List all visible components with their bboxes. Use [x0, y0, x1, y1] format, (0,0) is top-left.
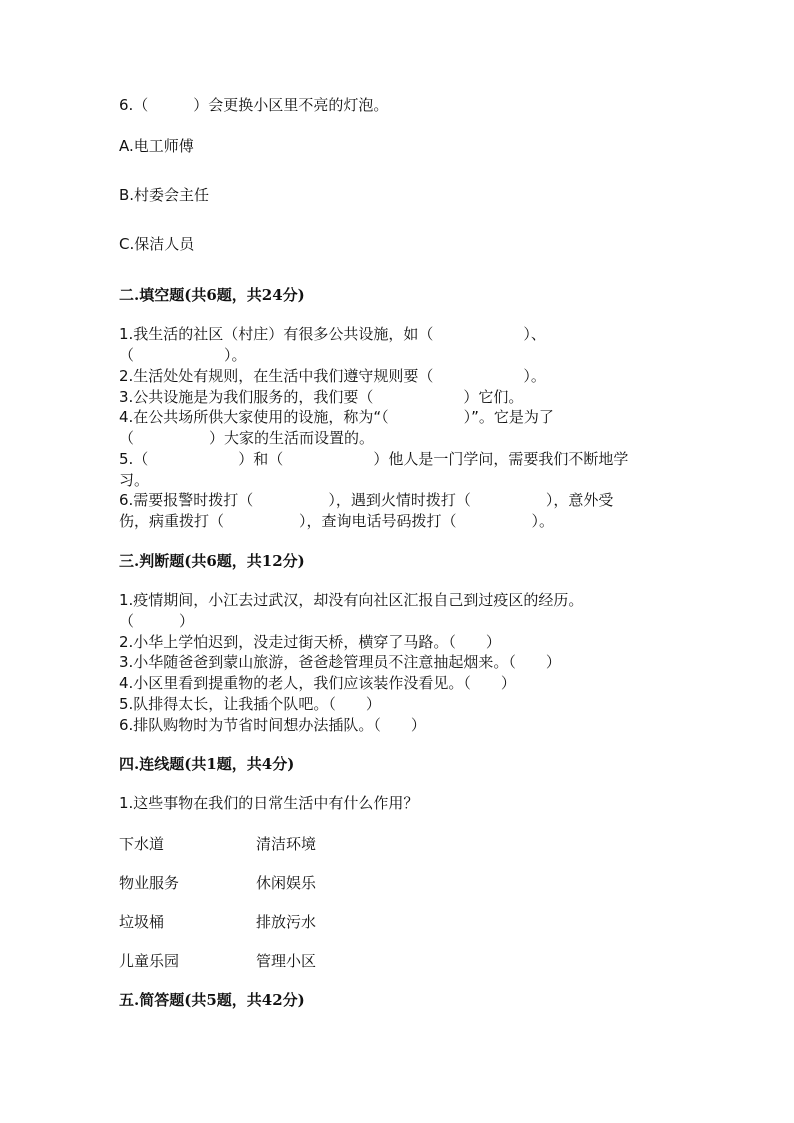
section-heading-matching: 四.连线题(共1题，共4分) — [119, 755, 295, 773]
judge-line: 6.排队购物时为节省时间想办法插队。（ ） — [119, 716, 426, 734]
match-right-item: 管理小区 — [256, 952, 317, 970]
fill-line: （ ）大家的生活而设置的。 — [119, 429, 375, 447]
fill-line: 伤，病重拨打（ ），查询电话号码拨打（ ）。 — [119, 512, 555, 530]
fill-line: 3.公共设施是为我们服务的，我们要（ ）它们。 — [119, 388, 524, 406]
match-left-item: 下水道 — [119, 835, 165, 853]
match-left-item: 垃圾桶 — [119, 913, 165, 931]
judge-line: 1.疫情期间，小江去过武汉，却没有向社区汇报自己到过疫区的经历。 — [119, 591, 584, 609]
option-c: C.保洁人员 — [119, 235, 195, 253]
judge-line: （ ） — [119, 612, 195, 630]
option-a: A.电工师傅 — [119, 137, 194, 155]
match-left-item: 儿童乐园 — [119, 952, 180, 970]
judge-line: 4.小区里看到提重物的老人，我们应该装作没看见。（ ） — [119, 674, 516, 692]
fill-line: 5.（ ）和（ ）他人是一门学问，需要我们不断地学 — [119, 450, 629, 468]
match-right-item: 清洁环境 — [256, 835, 317, 853]
fill-line: （ ）。 — [119, 346, 247, 364]
question-6: 6.（ ）会更换小区里不亮的灯泡。 — [119, 96, 389, 114]
fill-line: 2.生活处处有规则，在生活中我们遵守规则要（ ）。 — [119, 367, 546, 385]
option-b: B.村委会主任 — [119, 186, 210, 204]
matching-question: 1.这些事物在我们的日常生活中有什么作用？ — [119, 794, 419, 812]
judge-line: 2.小华上学怕迟到，没走过街天桥，横穿了马路。（ ） — [119, 633, 501, 651]
match-right-item: 休闲娱乐 — [256, 874, 317, 892]
fill-line: 习。 — [119, 471, 150, 489]
match-left-item: 物业服务 — [119, 874, 180, 892]
judge-line: 5.队排得太长，让我插个队吧。（ ） — [119, 695, 381, 713]
judge-line: 3.小华随爸爸到蒙山旅游，爸爸趁管理员不注意抽起烟来。（ ） — [119, 653, 561, 671]
fill-line: 4.在公共场所供大家使用的设施，称为“（ ）”。它是为了 — [119, 408, 554, 426]
match-right-item: 排放污水 — [256, 913, 317, 931]
fill-line: 1.我生活的社区（村庄）有很多公共设施，如（ ）、 — [119, 325, 546, 343]
section-heading-short-answer: 五.简答题(共5题，共42分) — [119, 991, 305, 1009]
section-heading-fill-blank: 二.填空题(共6题，共24分) — [119, 286, 305, 304]
fill-line: 6.需要报警时拨打（ ），遇到火情时拨打（ ），意外受 — [119, 491, 614, 509]
section-heading-judge: 三.判断题(共6题，共12分) — [119, 552, 305, 570]
